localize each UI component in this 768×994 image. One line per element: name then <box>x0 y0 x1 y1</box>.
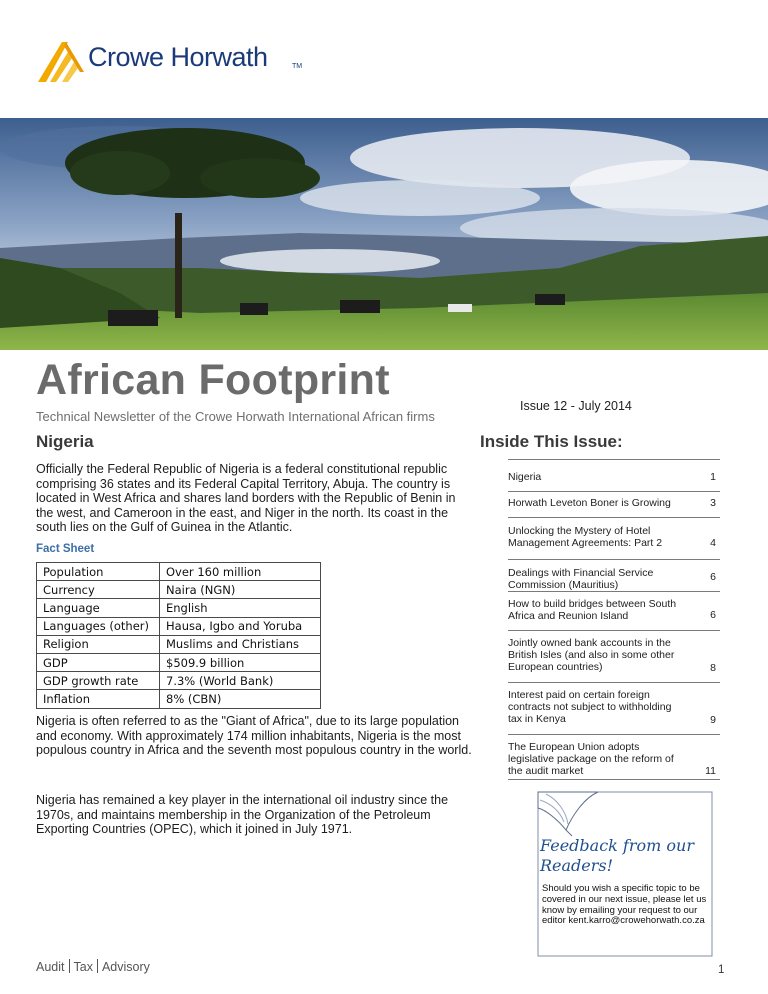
footer-link-audit: Audit <box>36 960 65 974</box>
toc-item-page: 11 <box>705 765 716 777</box>
fact-key: Religion <box>37 635 160 653</box>
table-row <box>37 599 321 617</box>
feedback-title: Feedback from our Readers! <box>540 836 694 875</box>
divider <box>69 959 70 973</box>
table-of-contents <box>508 459 720 779</box>
toc-item-title: The European Union adopts legislative package on the reform of the audit market <box>508 741 674 777</box>
toc-item-title: Horwath Leveton Boner is Growing <box>508 497 671 509</box>
table-row <box>37 672 321 690</box>
toc-item-page: 9 <box>710 714 716 726</box>
crowe-horwath-logo <box>36 38 316 84</box>
toc-item[interactable] <box>508 682 720 734</box>
article-intro: Officially the Federal Republic of Nigeria is a federal constitutional republic comprising 36 states and its Federal Capital Territory, Abuja. The country is located in West Africa and shares land borders with the Republic of Benin in the west, and Cameroon in the east, and Niger in the north. Its coast in the south lies on the Gulf of Guinea in the Atlantic. <box>36 462 456 534</box>
fact-sheet-table <box>36 562 321 709</box>
fact-value: English <box>160 599 321 617</box>
fact-key: Languages (other) <box>37 617 160 635</box>
toc-item-page: 4 <box>710 537 716 549</box>
fact-key: Language <box>37 599 160 617</box>
toc-item-title: How to build bridges between South Africa and Reunion Island <box>508 598 677 622</box>
footer-link-advisory: Advisory <box>101 960 150 974</box>
toc-item-page: 6 <box>710 609 716 621</box>
fact-key: Inflation <box>37 690 160 708</box>
fact-key: GDP <box>37 653 160 671</box>
table-row <box>37 617 321 635</box>
feedback-text: Should you wish a specific topic to be covered in our next issue, please let us know by emailing your request to our editor kent.karro@crowehorwath.co.za <box>542 883 707 927</box>
fact-value: Naira (NGN) <box>160 581 321 599</box>
fact-key: GDP growth rate <box>37 672 160 690</box>
toc-item-page: 1 <box>710 471 716 483</box>
toc-item-title: Unlocking the Mystery of Hotel Management Agreements: Part 2 <box>508 525 663 549</box>
toc-divider <box>508 779 720 780</box>
article-paragraph: Nigeria is often referred to as the "Giant of Africa", due to its large population and economy. With approximately 174 million inhabitants, Nigeria is the most populous country in Africa and the seventh most populous country in the world. <box>36 714 472 757</box>
fact-key: Population <box>37 563 160 581</box>
toc-item[interactable] <box>508 630 720 682</box>
table-row <box>37 563 321 581</box>
logo-mark-icon <box>36 38 88 84</box>
fact-value: Over 160 million <box>160 563 321 581</box>
fact-value: Muslims and Christians <box>160 635 321 653</box>
article-paragraph: Nigeria has remained a key player in the international oil industry since the 1970s, and maintains membership in the Organization of the Petroleum Exporting Countries (OPEC), which it joined in July 1971. <box>36 793 449 836</box>
footer-services <box>36 959 150 974</box>
newsletter-subtitle: Technical Newsletter of the Crowe Horwath International African firms <box>36 409 435 424</box>
toc-item[interactable] <box>508 734 720 779</box>
toc-item[interactable] <box>508 559 720 591</box>
fact-value: 8% (CBN) <box>160 690 321 708</box>
toc-item-title: Interest paid on certain foreign contracts not subject to withholding tax in Kenya <box>508 689 672 725</box>
fact-key: Currency <box>37 581 160 599</box>
fact-value: $509.9 billion <box>160 653 321 671</box>
fact-sheet-title: Fact Sheet <box>36 543 95 555</box>
table-row <box>37 635 321 653</box>
toc-item-page: 8 <box>710 662 716 674</box>
table-row <box>37 581 321 599</box>
toc-item-title: Jointly owned bank accounts in the British Isles (and also in some other European countries) <box>508 637 675 673</box>
toc-item[interactable] <box>508 459 720 491</box>
trademark: TM <box>292 63 303 70</box>
table-row <box>37 690 321 708</box>
fact-value: Hausa, Igbo and Yoruba <box>160 617 321 635</box>
toc-item[interactable] <box>508 517 720 559</box>
issue-label: Issue 12 - July 2014 <box>520 399 632 413</box>
toc-item-page: 6 <box>710 571 716 583</box>
fact-value: 7.3% (World Bank) <box>160 672 321 690</box>
toc-item[interactable] <box>508 591 720 630</box>
hero-landscape-photo <box>0 118 768 350</box>
article-title: Nigeria <box>36 432 94 451</box>
divider <box>97 959 98 973</box>
table-row <box>37 653 321 671</box>
toc-item-title: Dealings with Financial Service Commission (Mauritius) <box>508 567 654 591</box>
brand-name: Crowe Horwath <box>88 42 268 72</box>
footer-link-tax: Tax <box>73 960 93 974</box>
toc-item-title: Nigeria <box>508 471 542 483</box>
toc-item[interactable] <box>508 491 720 517</box>
page-number: 1 <box>718 964 725 976</box>
toc-title: Inside This Issue: <box>480 432 623 451</box>
newsletter-title: African Footprint <box>36 356 390 404</box>
toc-item-page: 3 <box>710 497 716 509</box>
